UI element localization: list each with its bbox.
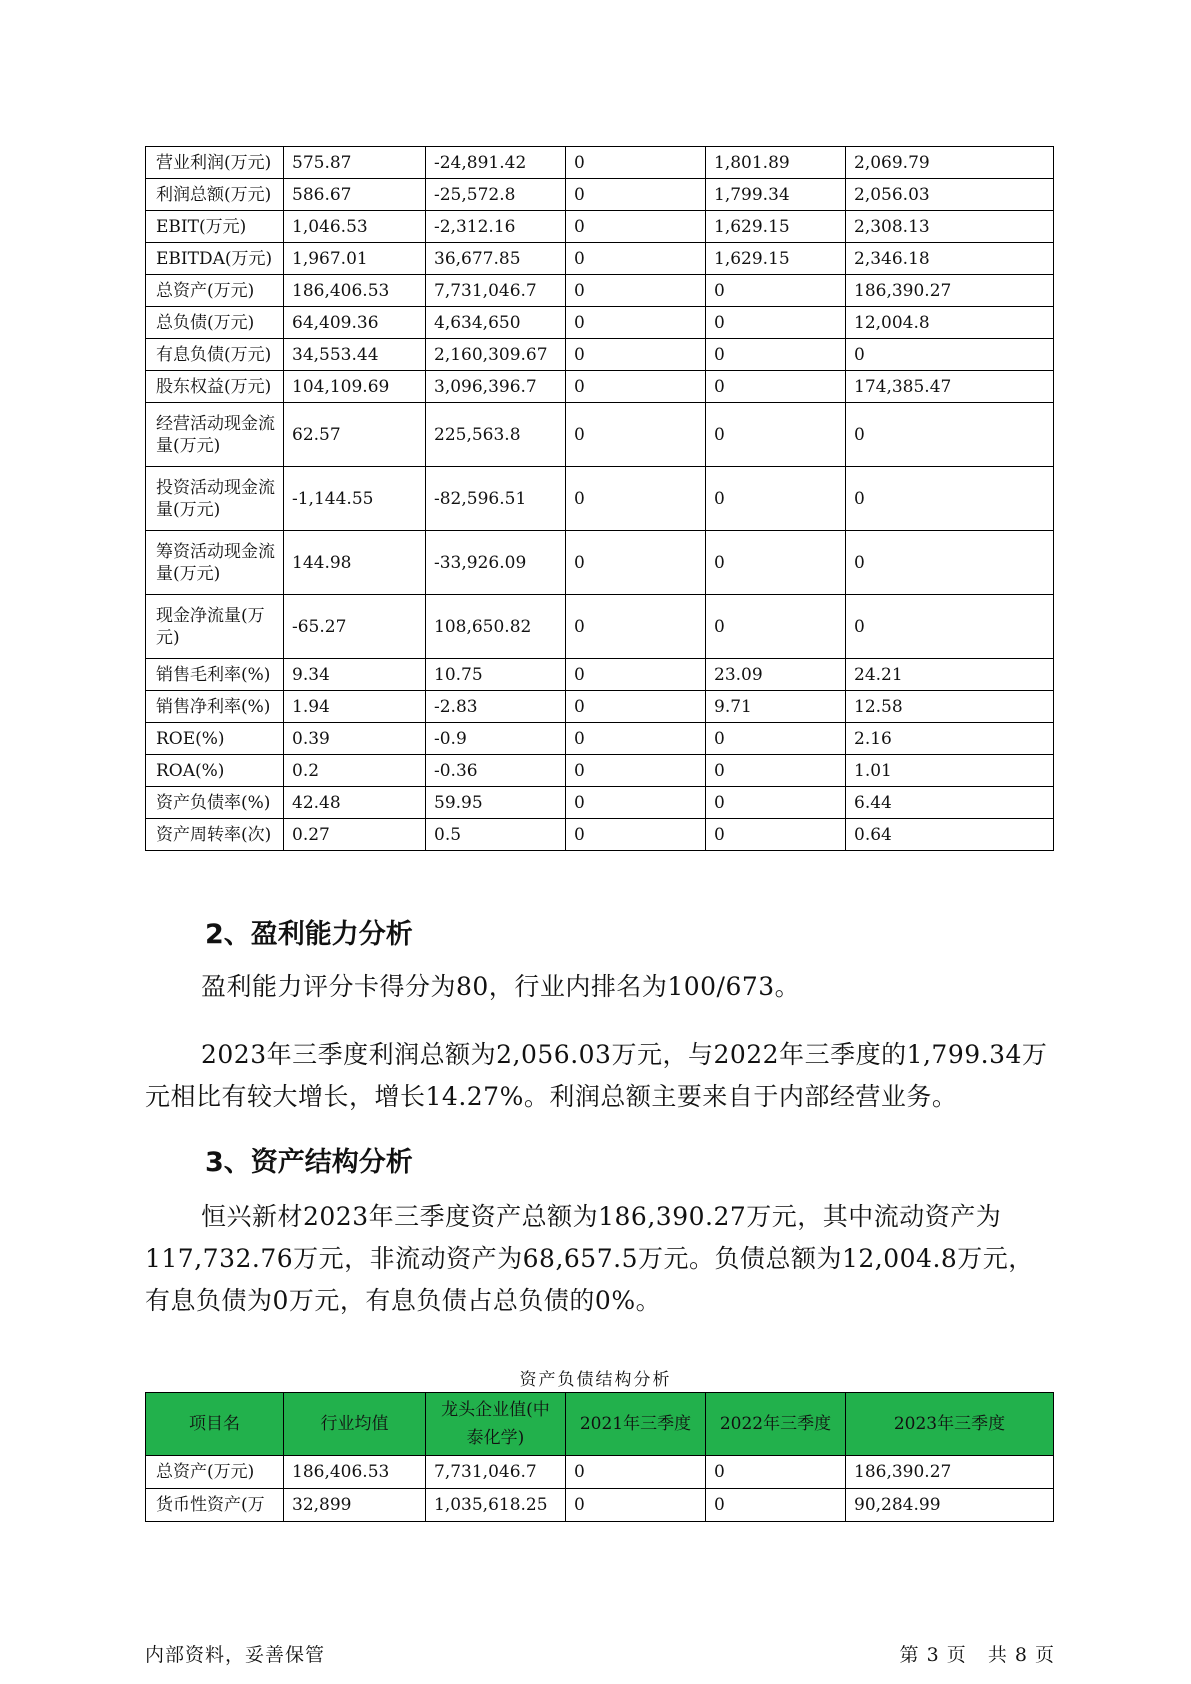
table-row [146,403,1054,467]
q3-2021-cell: 0 [566,595,706,659]
industry-avg-cell: 34,553.44 [284,339,426,371]
asset-liability-structure-table [145,1392,1054,1522]
row-label: ROA(%) [146,755,284,787]
q3-2021-cell: 0 [566,307,706,339]
industry-avg-cell: 64,409.36 [284,307,426,339]
q3-2023-cell: 90,284.99 [846,1489,1054,1522]
q3-2022-cell: 0 [706,339,846,371]
q3-2023-cell: 2,308.13 [846,211,1054,243]
row-label: 销售净利率(%) [146,691,284,723]
q3-2023-cell: 0 [846,339,1054,371]
row-label: 筹资活动现金流量(万元) [146,531,284,595]
q3-2023-cell: 12,004.8 [846,307,1054,339]
q3-2021-cell: 0 [566,467,706,531]
q3-2021-cell: 0 [566,723,706,755]
industry-avg-cell: 186,406.53 [284,1456,426,1489]
header-leader-value: 龙头企业值(中泰化学) [426,1393,566,1456]
q3-2021-cell: 0 [566,339,706,371]
table-row [146,339,1054,371]
q3-2022-cell: 0 [706,1456,846,1489]
leader-value-cell: 10.75 [426,659,566,691]
table-row [146,371,1054,403]
leader-value-cell: 225,563.8 [426,403,566,467]
profit-analysis-paragraph: 2023年三季度利润总额为2,056.03万元，与2022年三季度的1,799.34万元相比有较大增长，增长14.27%。利润总额主要来自于内部经营业务。 [145,1040,1048,1111]
row-label: 现金净流量(万元) [146,595,284,659]
table-row [146,1456,1054,1489]
leader-value-cell: 108,650.82 [426,595,566,659]
financial-indicators-table [145,146,1054,851]
leader-value-cell: 3,096,396.7 [426,371,566,403]
q3-2023-cell: 2,069.79 [846,147,1054,179]
table-row [146,275,1054,307]
table-row [146,307,1054,339]
q3-2022-cell: 0 [706,723,846,755]
q3-2022-cell: 0 [706,467,846,531]
leader-value-cell: 2,160,309.67 [426,339,566,371]
industry-avg-cell: 9.34 [284,659,426,691]
table-row [146,467,1054,531]
q3-2022-cell: 0 [706,307,846,339]
industry-avg-cell: 104,109.69 [284,371,426,403]
q3-2023-cell: 1.01 [846,755,1054,787]
table-row [146,691,1054,723]
row-label: 投资活动现金流量(万元) [146,467,284,531]
header-q3-2021: 2021年三季度 [566,1393,706,1456]
leader-value-cell: 59.95 [426,787,566,819]
industry-avg-cell: 32,899 [284,1489,426,1522]
leader-value-cell: -82,596.51 [426,467,566,531]
leader-value-cell: 36,677.85 [426,243,566,275]
table-caption: 资产负债结构分析 [519,1370,672,1390]
row-label: 总负债(万元) [146,307,284,339]
q3-2021-cell: 0 [566,755,706,787]
q3-2022-cell: 1,629.15 [706,211,846,243]
table-row [146,723,1054,755]
row-label: 资产负债率(%) [146,787,284,819]
q3-2021-cell: 0 [566,659,706,691]
q3-2022-cell: 0 [706,371,846,403]
q3-2023-cell: 186,390.27 [846,275,1054,307]
q3-2022-cell: 0 [706,1489,846,1522]
asset-section-title: 3、资产结构分析 [205,1147,413,1178]
profit-section-title: 2、盈利能力分析 [205,919,413,950]
table-row [146,243,1054,275]
q3-2022-cell: 0 [706,595,846,659]
row-label: ROE(%) [146,723,284,755]
q3-2023-cell: 2,346.18 [846,243,1054,275]
q3-2023-cell: 6.44 [846,787,1054,819]
leader-value-cell: -33,926.09 [426,531,566,595]
table-row [146,179,1054,211]
q3-2023-cell: 12.58 [846,691,1054,723]
q3-2021-cell: 0 [566,371,706,403]
row-label: 总资产(万元) [146,275,284,307]
header-item-name: 项目名 [146,1393,284,1456]
q3-2022-cell: 0 [706,819,846,851]
table-row [146,1489,1054,1522]
q3-2021-cell: 0 [566,1456,706,1489]
table-header-row [146,1393,1054,1456]
q3-2022-cell: 0 [706,787,846,819]
row-label: 经营活动现金流量(万元) [146,403,284,467]
q3-2023-cell: 2,056.03 [846,179,1054,211]
q3-2021-cell: 0 [566,691,706,723]
q3-2023-cell: 174,385.47 [846,371,1054,403]
industry-avg-cell: 0.2 [284,755,426,787]
industry-avg-cell: 586.67 [284,179,426,211]
table-row [146,819,1054,851]
row-label: 有息负债(万元) [146,339,284,371]
profit-score-paragraph: 盈利能力评分卡得分为80，行业内排名为100/673。 [201,972,801,1001]
leader-value-cell: -0.36 [426,755,566,787]
row-label: 营业利润(万元) [146,147,284,179]
row-label: 资产周转率(次) [146,819,284,851]
q3-2022-cell: 23.09 [706,659,846,691]
q3-2023-cell: 24.21 [846,659,1054,691]
q3-2023-cell: 0 [846,403,1054,467]
q3-2022-cell: 0 [706,403,846,467]
row-label: EBITDA(万元) [146,243,284,275]
industry-avg-cell: 62.57 [284,403,426,467]
leader-value-cell: 7,731,046.7 [426,275,566,307]
q3-2021-cell: 0 [566,243,706,275]
q3-2021-cell: 0 [566,179,706,211]
q3-2022-cell: 0 [706,531,846,595]
q3-2022-cell: 1,801.89 [706,147,846,179]
industry-avg-cell: 575.87 [284,147,426,179]
q3-2021-cell: 0 [566,403,706,467]
q3-2023-cell: 186,390.27 [846,1456,1054,1489]
q3-2021-cell: 0 [566,819,706,851]
row-label: 利润总额(万元) [146,179,284,211]
row-label: EBIT(万元) [146,211,284,243]
industry-avg-cell: 186,406.53 [284,275,426,307]
q3-2021-cell: 0 [566,787,706,819]
industry-avg-cell: 0.27 [284,819,426,851]
leader-value-cell: 1,035,618.25 [426,1489,566,1522]
table-row [146,787,1054,819]
q3-2022-cell: 1,799.34 [706,179,846,211]
leader-value-cell: 0.5 [426,819,566,851]
q3-2023-cell: 0 [846,595,1054,659]
table-row [146,595,1054,659]
row-label: 股东权益(万元) [146,371,284,403]
table-row [146,147,1054,179]
leader-value-cell: -2.83 [426,691,566,723]
industry-avg-cell: 144.98 [284,531,426,595]
q3-2021-cell: 0 [566,147,706,179]
industry-avg-cell: -1,144.55 [284,467,426,531]
q3-2022-cell: 0 [706,275,846,307]
q3-2022-cell: 1,629.15 [706,243,846,275]
q3-2021-cell: 0 [566,211,706,243]
q3-2022-cell: 0 [706,755,846,787]
industry-avg-cell: 1.94 [284,691,426,723]
footer-confidential-note: 内部资料，妥善保管 [145,1644,326,1666]
industry-avg-cell: -65.27 [284,595,426,659]
q3-2022-cell: 9.71 [706,691,846,723]
industry-avg-cell: 0.39 [284,723,426,755]
table-row [146,659,1054,691]
row-label: 总资产(万元) [146,1456,284,1489]
q3-2021-cell: 0 [566,531,706,595]
q3-2023-cell: 0.64 [846,819,1054,851]
q3-2021-cell: 0 [566,275,706,307]
leader-value-cell: -0.9 [426,723,566,755]
leader-value-cell: 7,731,046.7 [426,1456,566,1489]
header-q3-2022: 2022年三季度 [706,1393,846,1456]
table-row [146,211,1054,243]
header-industry-avg: 行业均值 [284,1393,426,1456]
q3-2023-cell: 2.16 [846,723,1054,755]
footer-page-number: 第 3 页 共 8 页 [899,1644,1055,1666]
row-label: 销售毛利率(%) [146,659,284,691]
table-row [146,755,1054,787]
industry-avg-cell: 1,046.53 [284,211,426,243]
q3-2023-cell: 0 [846,531,1054,595]
q3-2021-cell: 0 [566,1489,706,1522]
row-label: 货币性资产(万 [146,1489,284,1522]
industry-avg-cell: 1,967.01 [284,243,426,275]
leader-value-cell: 4,634,650 [426,307,566,339]
asset-analysis-paragraph: 恒兴新材2023年三季度资产总额为186,390.27万元，其中流动资产为117,732.76万元，非流动资产为68,657.5万元。负债总额为12,004.8万元，有息负债为0万元，有息负债占总负债的0%。 [145,1202,1034,1315]
q3-2023-cell: 0 [846,467,1054,531]
header-q3-2023: 2023年三季度 [846,1393,1054,1456]
industry-avg-cell: 42.48 [284,787,426,819]
leader-value-cell: -2,312.16 [426,211,566,243]
leader-value-cell: -25,572.8 [426,179,566,211]
table-row [146,531,1054,595]
leader-value-cell: -24,891.42 [426,147,566,179]
